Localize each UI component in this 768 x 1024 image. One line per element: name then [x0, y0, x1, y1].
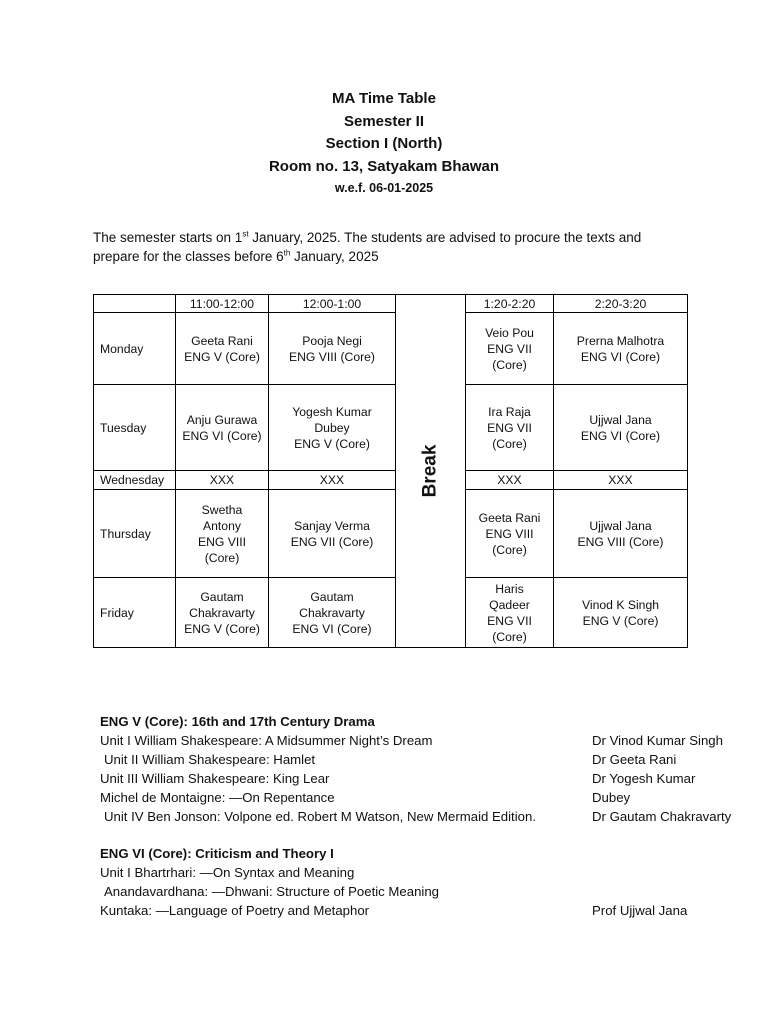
effective-date: w.e.f. 06-01-2025 [334, 181, 434, 195]
course-title-row [100, 844, 760, 863]
cell-line: XXX [209, 473, 235, 487]
syllabus-line [100, 863, 760, 882]
class-cell [176, 385, 269, 471]
cell-line: XXX [497, 473, 522, 487]
intro-paragraph [93, 228, 683, 266]
cell-line: ENG VIII (Core) [288, 349, 375, 364]
cell-line: ENG VII [487, 420, 532, 435]
class-cell [466, 385, 554, 471]
intro-sup-1: st [242, 229, 249, 239]
cell-line: Swetha [201, 502, 243, 517]
intro-text-2: January, 2025. The students are advised to procure the texts and prepare for the classes before 6 [93, 230, 642, 264]
cell-line: ENG VIII (Core) [577, 534, 664, 549]
class-cell [176, 313, 269, 385]
cell-line: Ira Raja [488, 404, 531, 419]
cell-line: Haris [495, 581, 524, 596]
slot-header: 2:20-3:20 [554, 295, 688, 313]
class-cell [176, 578, 269, 648]
day-label: Tuesday [94, 385, 176, 471]
class-cell [466, 578, 554, 648]
cell-line: ENG V (Core) [184, 621, 260, 636]
document-header [0, 88, 768, 198]
table-row [94, 313, 688, 385]
faculty-name: Dubey [592, 790, 631, 805]
cell-line: ENG VII [487, 341, 532, 356]
section-label: Section I (North) [325, 135, 443, 152]
class-cell [466, 490, 554, 578]
cell-line: Gautam [200, 589, 244, 604]
intro-text-1: The semester starts on 1 [93, 230, 243, 245]
class-cell [554, 313, 688, 385]
class-cell [554, 578, 688, 648]
table-row [94, 578, 688, 648]
cell-line: (Core) [204, 550, 240, 565]
timetable [93, 294, 688, 648]
document-title: MA Time Table [332, 90, 436, 107]
break-column [396, 295, 466, 648]
syllabus-text: Anandavardhana: —Dhwani: Structure of Poetic Meaning [104, 884, 440, 899]
syllabus-text: Unit III William Shakespeare: King Lear [100, 771, 330, 786]
course-title: ENG VI (Core): Criticism and Theory I [100, 846, 334, 861]
cell-line: ENG V (Core) [582, 613, 659, 628]
course-title: ENG V (Core): 16th and 17th Century Drama [100, 714, 375, 729]
cell-line: Antony [203, 518, 241, 533]
slot-header: 1:20-2:20 [466, 295, 554, 313]
syllabus-line [100, 731, 760, 750]
cell-line: ENG VI (Core) [580, 349, 661, 364]
cell-line: ENG VII (Core) [290, 534, 374, 549]
class-cell [176, 490, 269, 578]
room-label: Room no. 13, Satyakam Bhawan [268, 157, 500, 175]
table-row [94, 490, 688, 578]
header-corner [94, 295, 176, 313]
faculty-name: Dr Geeta Rani [592, 752, 677, 767]
cell-line: Vinod K Singh [581, 597, 660, 612]
class-cell [269, 471, 396, 490]
faculty-name: Prof Ujjwal Jana [592, 903, 688, 918]
class-cell [554, 490, 688, 578]
cell-line: Dubey [314, 420, 350, 435]
syllabus-text: Unit II William Shakespeare: Hamlet [104, 752, 316, 767]
class-cell [176, 471, 269, 490]
cell-line: ENG VI (Core) [182, 428, 262, 443]
cell-line: ENG V (Core) [184, 349, 260, 364]
syllabus-line [100, 750, 760, 769]
cell-line: (Core) [492, 629, 527, 644]
cell-line: ENG VI (Core) [292, 621, 372, 636]
syllabus-line [100, 807, 760, 826]
cell-line: ENG VI (Core) [580, 428, 661, 443]
syllabus-text: Michel de Montaigne: —On Repentance [100, 790, 335, 805]
cell-line: ENG VII [487, 613, 532, 628]
class-cell [554, 471, 688, 490]
semester-label: Semester II [343, 112, 425, 130]
table-row [94, 385, 688, 471]
class-cell [466, 471, 554, 490]
syllabus-text: Unit I William Shakespeare: A Midsummer Night’s Dream [100, 733, 433, 748]
cell-line: Ujjwal Jana [589, 518, 652, 533]
cell-line: Prerna Malhotra [576, 333, 665, 348]
day-label: Monday [94, 313, 176, 385]
course-title-row [100, 712, 760, 731]
syllabus-text: Unit IV Ben Jonson: Volpone ed. Robert M Watson, New Mermaid Edition. [104, 809, 536, 824]
cell-line: (Core) [492, 357, 527, 372]
cell-line: Chakravarty [299, 605, 365, 620]
cell-line: Veio Pou [485, 325, 534, 340]
class-cell [554, 385, 688, 471]
class-cell [269, 578, 396, 648]
day-label: Friday [94, 578, 176, 648]
day-label: Wednesday [94, 471, 176, 490]
cell-line: (Core) [492, 436, 527, 451]
slot-header: 11:00-12:00 [176, 295, 269, 313]
class-cell [466, 313, 554, 385]
syllabus-line [100, 769, 760, 788]
cell-line: Geeta Rani [191, 333, 253, 348]
course-list [100, 712, 760, 920]
cell-line: XXX [608, 473, 633, 487]
syllabus-text: Unit I Bhartrhari: —On Syntax and Meaning [100, 865, 355, 880]
cell-line: XXX [319, 473, 345, 487]
cell-line: Gautam [310, 589, 354, 604]
cell-line: ENG VIII [485, 526, 534, 541]
cell-line: ENG VIII [197, 534, 247, 549]
cell-line: Geeta Rani [478, 510, 541, 525]
faculty-name: Dr Gautam Chakravarty [592, 809, 732, 824]
syllabus-text: Kuntaka: —Language of Poetry and Metaphor [100, 903, 370, 918]
section-gap [100, 826, 760, 844]
syllabus-line [100, 788, 760, 807]
cell-line: ENG V (Core) [294, 436, 370, 451]
cell-line: Ujjwal Jana [589, 412, 652, 427]
break-label: Break [419, 444, 441, 497]
slot-header: 12:00-1:00 [269, 295, 396, 313]
class-cell [269, 385, 396, 471]
faculty-name: Dr Yogesh Kumar [592, 771, 696, 786]
cell-line: Chakravarty [189, 605, 255, 620]
cell-line: Yogesh Kumar [292, 404, 372, 419]
faculty-name: Dr Vinod Kumar Singh [592, 733, 723, 748]
intro-text-3: January, 2025 [290, 249, 379, 264]
class-cell [269, 313, 396, 385]
syllabus-line [100, 901, 760, 920]
day-label: Thursday [94, 490, 176, 578]
intro-sup-2: th [283, 248, 291, 258]
cell-line: Qadeer [489, 597, 530, 612]
class-cell [269, 490, 396, 578]
table-row [94, 471, 688, 490]
cell-line: (Core) [492, 542, 527, 557]
syllabus-line [100, 882, 760, 901]
cell-line: Pooja Negi [302, 333, 362, 348]
header-row [94, 295, 688, 313]
cell-line: Sanjay Verma [294, 518, 370, 533]
cell-line: Anju Gurawa [186, 412, 258, 427]
